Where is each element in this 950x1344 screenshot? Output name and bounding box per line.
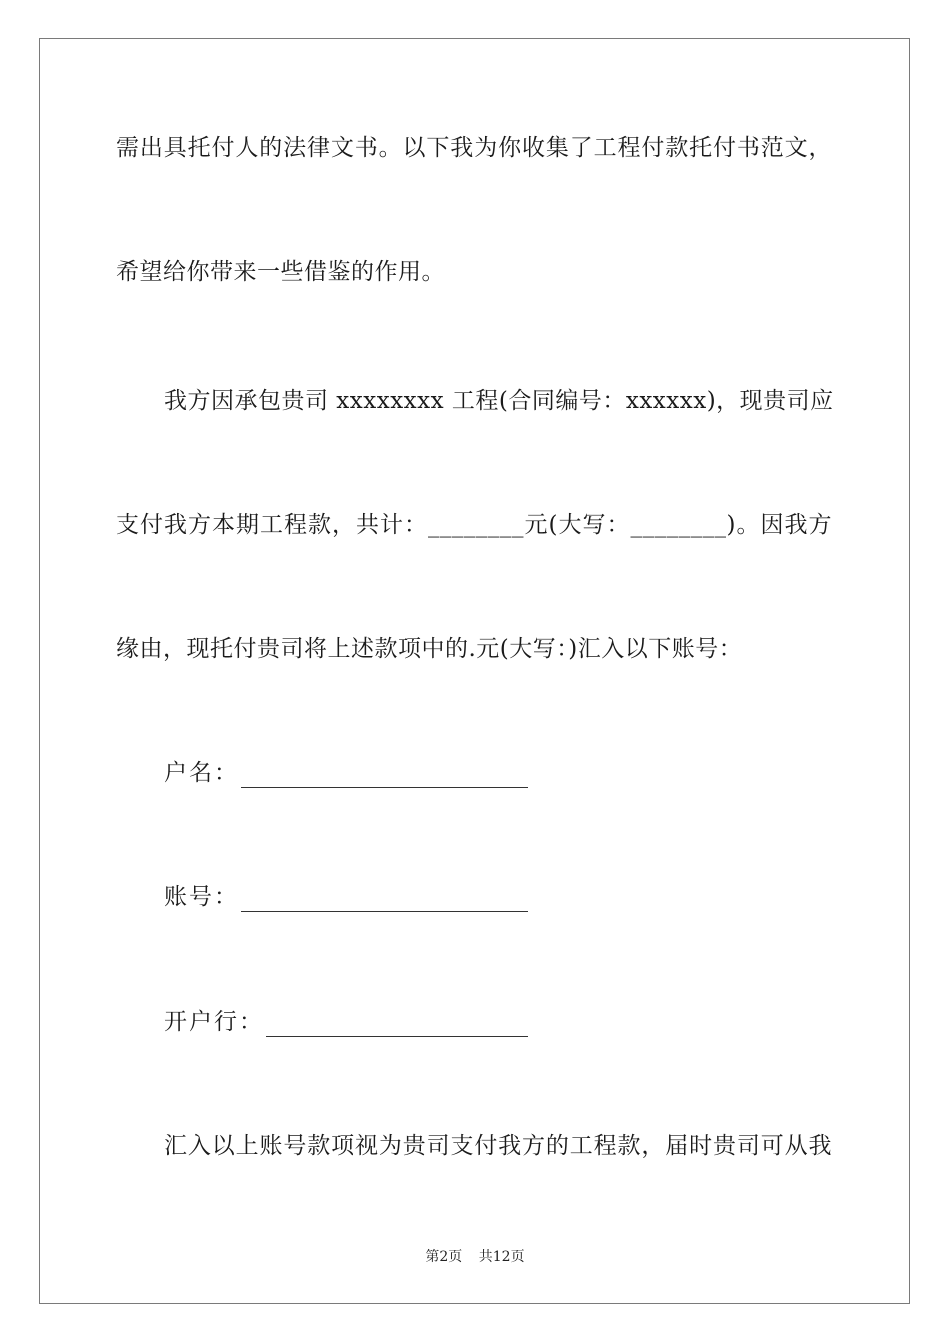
bank-label: 开户行：	[164, 1009, 264, 1035]
bank-blank	[266, 1014, 528, 1037]
page-number: 第2页	[425, 1249, 463, 1265]
page-total: 共12页	[478, 1249, 525, 1265]
account-name-blank	[241, 765, 528, 788]
body-text-line: 需出具托付人的法律文书。以下我为你收集了工程付款托付书范文，	[116, 135, 832, 161]
bank-field	[164, 1007, 528, 1037]
account-number-field	[164, 882, 528, 912]
body-text-line: 缘由，现托付贵司将上述款项中的.元(大写：)汇入以下账号：	[116, 636, 743, 662]
body-text-line: 支付我方本期工程款，共计：________元(大写：________)。因我方	[116, 512, 832, 538]
body-text-line: 汇入以上账号款项视为贵司支付我方的工程款，届时贵司可从我	[164, 1133, 832, 1159]
page-footer	[0, 1246, 950, 1266]
account-number-label: 账号：	[164, 884, 239, 910]
account-number-blank	[241, 889, 528, 912]
body-text-line: 希望给你带来一些借鉴的作用。	[116, 259, 445, 285]
account-name-label: 户名：	[164, 760, 239, 786]
page-border	[39, 38, 910, 1304]
body-text-line: 我方因承包贵司 xxxxxxxx 工程(合同编号：xxxxxx)，现贵司应	[164, 388, 834, 414]
account-name-field	[164, 758, 528, 788]
